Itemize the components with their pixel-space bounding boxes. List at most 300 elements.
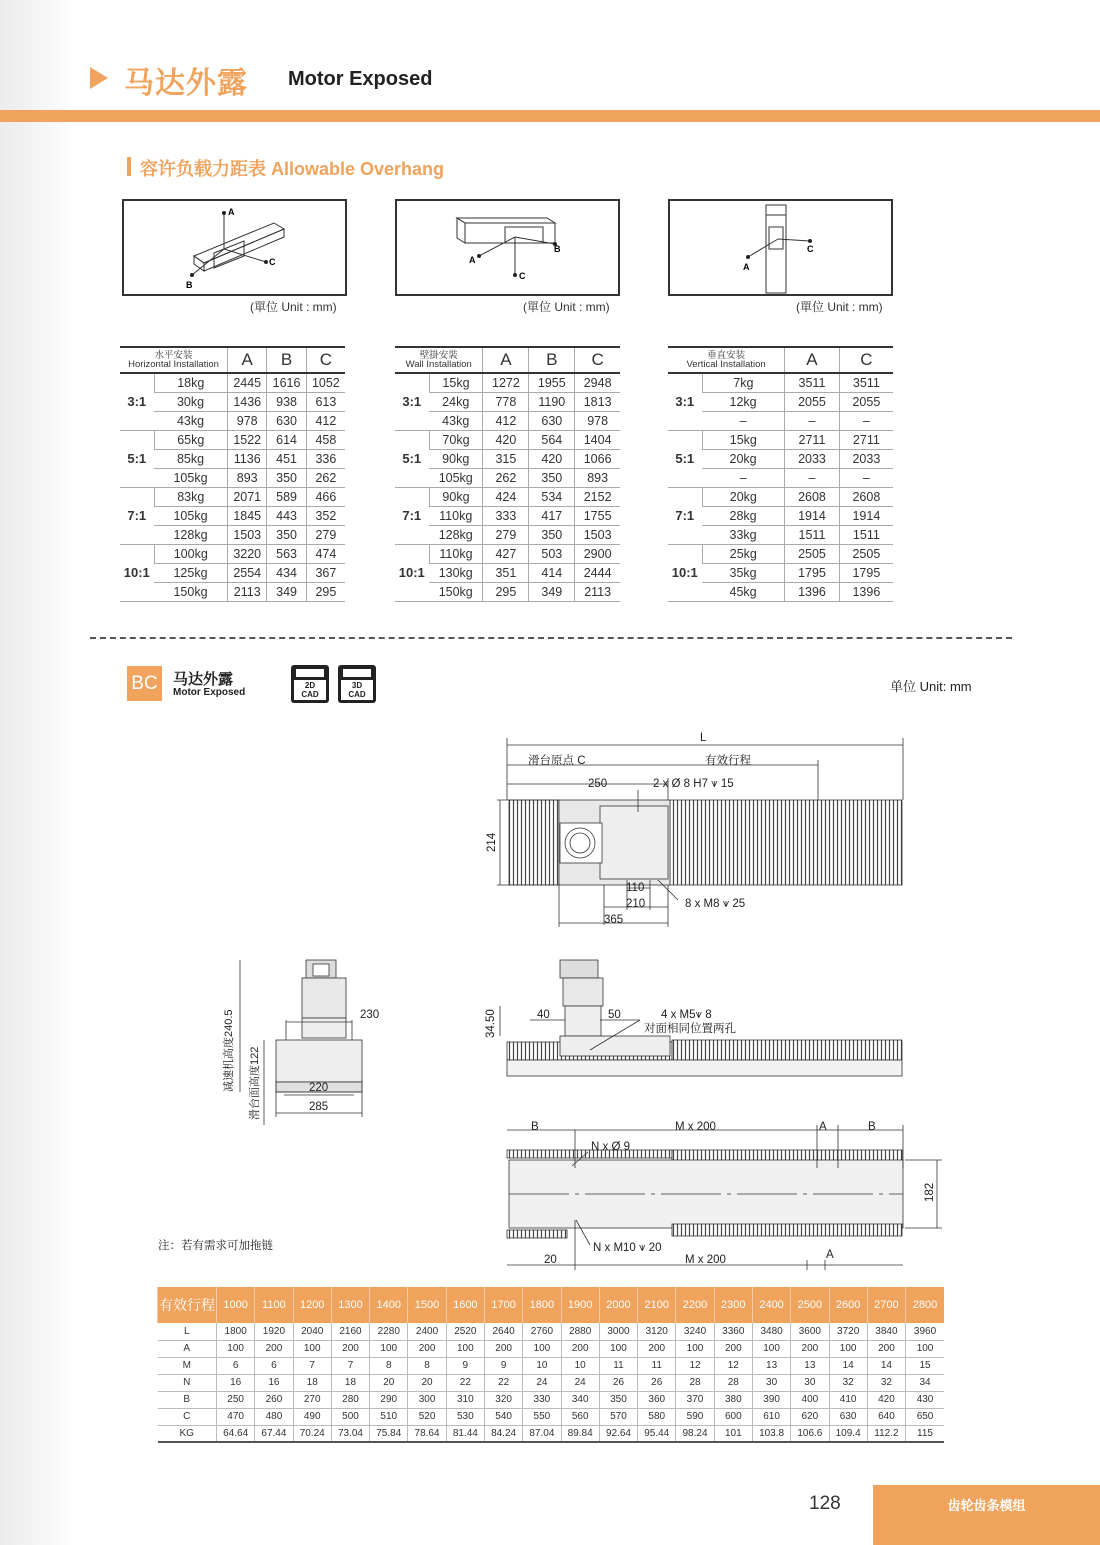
spec-row [158, 1357, 945, 1374]
table-cell: 336 [306, 449, 345, 468]
table-cell: 1616 [267, 373, 306, 392]
spec-cell: 2400 [408, 1323, 446, 1340]
table-cell: 563 [267, 544, 306, 563]
dim-50: 50 [608, 1009, 621, 1021]
spec-stroke-header: 2700 [867, 1287, 905, 1323]
table-cell: 414 [529, 563, 575, 582]
table-cell: 2608 [839, 487, 893, 506]
unit-note-vertical: (單位 Unit : mm) [796, 300, 883, 314]
spec-stroke-header: 2600 [829, 1287, 867, 1323]
table-cell: 1272 [483, 373, 529, 392]
spec-cell: 112.2 [867, 1425, 905, 1442]
table-cell: 2444 [575, 563, 620, 582]
spec-cell: 103.8 [752, 1425, 790, 1442]
table-col-header: C [306, 347, 345, 373]
dim-A-bottom: A [826, 1249, 834, 1261]
table-cell: 893 [575, 468, 620, 487]
dim-110: 110 [626, 882, 645, 894]
spec-cell: 200 [255, 1340, 293, 1357]
dim-L: L [700, 732, 707, 744]
spec-cell: 3720 [829, 1323, 867, 1340]
spec-row-label: KG [158, 1425, 217, 1442]
table-row [120, 544, 345, 563]
table-row [668, 373, 893, 392]
table-cell: – [702, 411, 785, 430]
spec-cell: 300 [408, 1391, 446, 1408]
label-stroke: 有效行程 [705, 755, 751, 767]
spec-cell: 560 [561, 1408, 599, 1425]
spec-cell: 13 [752, 1357, 790, 1374]
table-cell: 443 [267, 506, 306, 525]
table-cell: 130kg [429, 563, 483, 582]
table-cell: 150kg [154, 582, 228, 601]
svg-text:C: C [519, 271, 526, 281]
spec-stroke-header: 1600 [446, 1287, 484, 1323]
spec-cell: 280 [331, 1391, 369, 1408]
spec-cell: 75.84 [370, 1425, 408, 1442]
table-row [668, 449, 893, 468]
table-row [668, 430, 893, 449]
table-cell: 1052 [306, 373, 345, 392]
ratio-cell: 7:1 [395, 487, 429, 544]
ratio-cell: 3:1 [668, 373, 702, 430]
spec-cell: 7 [331, 1357, 369, 1374]
table-row [120, 430, 345, 449]
table-cell: 15kg [429, 373, 483, 392]
table-col-header: B [529, 347, 575, 373]
table-head-label: 水平安装 Horizontal Installation [120, 347, 228, 373]
table-cell: 35kg [702, 563, 785, 582]
spec-cell: 3840 [867, 1323, 905, 1340]
table-cell: 45kg [702, 582, 785, 601]
dim-182: 182 [924, 1182, 936, 1202]
table-cell: 1914 [839, 506, 893, 525]
spec-stroke-header: 2300 [714, 1287, 752, 1323]
spec-cell: 100 [676, 1340, 714, 1357]
spec-cell: 78.64 [408, 1425, 446, 1442]
spec-cell: 34 [906, 1374, 944, 1391]
table-cell: 7kg [702, 373, 785, 392]
table-cell: 352 [306, 506, 345, 525]
spec-cell: 100 [217, 1340, 255, 1357]
table-cell: 1795 [785, 563, 840, 582]
table-cell: 43kg [429, 411, 483, 430]
table-cell: 2033 [839, 449, 893, 468]
spec-cell: 260 [255, 1391, 293, 1408]
spec-cell: 11 [599, 1357, 637, 1374]
table-cell: 451 [267, 449, 306, 468]
spec-cell: 3960 [906, 1323, 944, 1340]
svg-text:C: C [807, 244, 814, 254]
spec-row [158, 1425, 945, 1442]
vertical-install-drawing [670, 201, 891, 294]
spec-cell: 200 [867, 1340, 905, 1357]
spec-cell: 530 [446, 1408, 484, 1425]
spec-cell: 100 [370, 1340, 408, 1357]
table-row [668, 506, 893, 525]
table-cell: 349 [267, 582, 306, 601]
table-row [668, 487, 893, 506]
spec-cell: 500 [331, 1408, 369, 1425]
spec-cell: 20 [408, 1374, 446, 1391]
spec-cell: 7 [293, 1357, 331, 1374]
spec-row [158, 1340, 945, 1357]
table-cell: 1795 [839, 563, 893, 582]
spec-cell: 310 [446, 1391, 484, 1408]
spec-cell: 370 [676, 1391, 714, 1408]
spec-cell: 2640 [484, 1323, 522, 1340]
spec-table [157, 1287, 944, 1443]
spec-cell: 22 [484, 1374, 522, 1391]
spec-cell: 2160 [331, 1323, 369, 1340]
table-cell: 1845 [228, 506, 267, 525]
table-row [395, 544, 620, 563]
floppy-icon [343, 669, 371, 677]
spec-cell: 610 [752, 1408, 790, 1425]
diagram-vertical [668, 199, 893, 296]
header-band [0, 110, 1100, 122]
spec-cell: 2880 [561, 1323, 599, 1340]
svg-text:C: C [269, 257, 276, 267]
table-cell: 466 [306, 487, 345, 506]
label-m5-note: 对面相同位置两孔 [644, 1023, 736, 1035]
spec-cell: 3120 [638, 1323, 676, 1340]
table-row [395, 563, 620, 582]
table-row [668, 411, 893, 430]
table-cell: 1955 [529, 373, 575, 392]
table-cell: 128kg [429, 525, 483, 544]
table-cell: 1136 [228, 449, 267, 468]
table-cell: 24kg [429, 392, 483, 411]
table-cell: 28kg [702, 506, 785, 525]
spec-cell: 200 [638, 1340, 676, 1357]
table-cell: 503 [529, 544, 575, 563]
spec-cell: 100 [829, 1340, 867, 1357]
table-cell: 20kg [702, 449, 785, 468]
cad-3d-button[interactable] [338, 665, 376, 703]
spec-cell: 100 [906, 1340, 944, 1357]
spec-cell: 18 [331, 1374, 369, 1391]
spec-cell: 200 [484, 1340, 522, 1357]
table-cell: – [785, 411, 840, 430]
spec-cell: 32 [867, 1374, 905, 1391]
spec-cell: 101 [714, 1425, 752, 1442]
table-cell: 2113 [228, 582, 267, 601]
table-cell: 351 [483, 563, 529, 582]
table-cell: 65kg [154, 430, 228, 449]
table-cell: 2055 [839, 392, 893, 411]
table-col-header: A [483, 347, 529, 373]
spec-cell: 32 [829, 1374, 867, 1391]
spec-cell: 6 [255, 1357, 293, 1374]
spec-cell: 98.24 [676, 1425, 714, 1442]
page-title-en: Motor Exposed [288, 68, 433, 90]
dim-20: 20 [544, 1254, 557, 1266]
dim-220: 220 [309, 1082, 329, 1094]
spec-cell: 390 [752, 1391, 790, 1408]
table-row [668, 392, 893, 411]
dim-250: 250 [588, 778, 608, 790]
dim-285: 285 [309, 1101, 329, 1113]
table-cell: 262 [306, 468, 345, 487]
spec-cell: 87.04 [523, 1425, 561, 1442]
table-cell: 1404 [575, 430, 620, 449]
table-cell: 978 [228, 411, 267, 430]
horizontal-install-drawing [124, 201, 345, 294]
table-cell: 295 [483, 582, 529, 601]
bc-badge: BC [127, 666, 162, 701]
table-cell: 33kg [702, 525, 785, 544]
drag-chain-note: 注：若有需求可加拖链 [158, 1240, 273, 1252]
table-row [120, 449, 345, 468]
spec-cell: 200 [561, 1340, 599, 1357]
spec-stroke-header: 1900 [561, 1287, 599, 1323]
spec-cell: 420 [867, 1391, 905, 1408]
spec-cell: 3000 [599, 1323, 637, 1340]
spec-cell: 8 [370, 1357, 408, 1374]
table-cell: 1066 [575, 449, 620, 468]
spec-cell: 16 [217, 1374, 255, 1391]
table-col-header: C [575, 347, 620, 373]
table-cell: 938 [267, 392, 306, 411]
table-cell: 420 [529, 449, 575, 468]
spec-stroke-header: 2100 [638, 1287, 676, 1323]
spec-cell: 92.64 [599, 1425, 637, 1442]
spec-cell: 490 [293, 1408, 331, 1425]
ratio-cell: 10:1 [668, 544, 702, 601]
dim-B-left: B [531, 1121, 539, 1133]
spec-row-label: C [158, 1408, 217, 1425]
table-row [668, 582, 893, 601]
table-cell: 3511 [785, 373, 840, 392]
spec-row [158, 1408, 945, 1425]
spec-cell: 3240 [676, 1323, 714, 1340]
spec-row-label: M [158, 1357, 217, 1374]
dim-Mx200-bottom: M x 200 [685, 1254, 726, 1266]
spec-cell: 400 [791, 1391, 829, 1408]
table-cell: 350 [267, 468, 306, 487]
spec-cell: 18 [293, 1374, 331, 1391]
spec-cell: 100 [599, 1340, 637, 1357]
dim-40: 40 [537, 1009, 550, 1021]
spec-stroke-header: 1200 [293, 1287, 331, 1323]
spec-cell: 470 [217, 1408, 255, 1425]
spec-cell: 200 [791, 1340, 829, 1357]
spec-cell: 580 [638, 1408, 676, 1425]
table-cell: – [785, 468, 840, 487]
spec-row-label: N [158, 1374, 217, 1391]
table-row [395, 525, 620, 544]
table-row [395, 411, 620, 430]
svg-text:A: A [228, 207, 235, 217]
spec-cell: 10 [523, 1357, 561, 1374]
table-cell: – [702, 468, 785, 487]
spec-cell: 20 [370, 1374, 408, 1391]
label-table-height: 滑台面高度122 [249, 1046, 261, 1120]
spec-cell: 9 [484, 1357, 522, 1374]
table-cell: 1396 [785, 582, 840, 601]
table-cell: 2900 [575, 544, 620, 563]
table-cell: 1436 [228, 392, 267, 411]
table-col-header: B [267, 347, 306, 373]
wall-install-drawing [397, 201, 618, 294]
table-row [120, 506, 345, 525]
table-cell: 420 [483, 430, 529, 449]
spec-row-label: B [158, 1391, 217, 1408]
page-title-cn: 马达外露 [124, 67, 248, 100]
spec-cell: 620 [791, 1408, 829, 1425]
label-holes: 2 x Ø 8 H7 ⩛ 15 [653, 778, 734, 790]
table-cell: 18kg [154, 373, 228, 392]
table-cell: 85kg [154, 449, 228, 468]
table-cell: 2554 [228, 563, 267, 582]
table-cell: 128kg [154, 525, 228, 544]
svg-text:A: A [469, 255, 476, 265]
table-row [395, 373, 620, 392]
label-m5: 4 x M5⩛ 8 [661, 1009, 712, 1021]
spec-cell: 2520 [446, 1323, 484, 1340]
table-cell: 2608 [785, 487, 840, 506]
spec-cell: 380 [714, 1391, 752, 1408]
spec-cell: 11 [638, 1357, 676, 1374]
bc-title-en: Motor Exposed [173, 687, 246, 698]
dim-3450: 34.50 [485, 1009, 497, 1038]
spec-cell: 10 [561, 1357, 599, 1374]
ratio-cell: 5:1 [395, 430, 429, 487]
title-arrow-icon [90, 67, 108, 89]
table-cell: 349 [529, 582, 575, 601]
table-cell: 412 [483, 411, 529, 430]
ratio-cell: 5:1 [120, 430, 154, 487]
section-separator [90, 637, 1012, 639]
table-cell: 2711 [785, 430, 840, 449]
table-col-header: A [228, 347, 267, 373]
table-cell: 1522 [228, 430, 267, 449]
table-cell: – [839, 411, 893, 430]
spec-cell: 550 [523, 1408, 561, 1425]
spec-stroke-header: 2400 [752, 1287, 790, 1323]
spec-cell: 81.44 [446, 1425, 484, 1442]
table-row [120, 373, 345, 392]
spec-cell: 600 [714, 1408, 752, 1425]
spec-cell: 340 [561, 1391, 599, 1408]
svg-text:B: B [186, 280, 193, 290]
spec-stroke-header: 2000 [599, 1287, 637, 1323]
table-row [395, 392, 620, 411]
table-cell: 125kg [154, 563, 228, 582]
table-cell: 424 [483, 487, 529, 506]
table-cell: 100kg [154, 544, 228, 563]
table-cell: 1755 [575, 506, 620, 525]
table-head-label: 垂直安装 Vertical Installation [668, 347, 785, 373]
spec-cell: 630 [829, 1408, 867, 1425]
spec-stroke-header: 1300 [331, 1287, 369, 1323]
spec-cell: 95.44 [638, 1425, 676, 1442]
table-cell: 3220 [228, 544, 267, 563]
table-cell: 350 [267, 525, 306, 544]
spec-cell: 480 [255, 1408, 293, 1425]
svg-text:A: A [743, 262, 750, 272]
table-cell: 90kg [429, 449, 483, 468]
spec-stroke-header: 2500 [791, 1287, 829, 1323]
spec-cell: 16 [255, 1374, 293, 1391]
spec-cell: 6 [217, 1357, 255, 1374]
table-cell: 2113 [575, 582, 620, 601]
overhang-table-wall [395, 346, 620, 602]
spec-cell: 3360 [714, 1323, 752, 1340]
table-cell: 350 [529, 468, 575, 487]
table-cell: 70kg [429, 430, 483, 449]
unit-note-wall: (單位 Unit : mm) [523, 300, 610, 314]
table-cell: 1813 [575, 392, 620, 411]
spec-cell: 290 [370, 1391, 408, 1408]
table-row [395, 582, 620, 601]
spec-cell: 109.4 [829, 1425, 867, 1442]
spec-cell: 200 [408, 1340, 446, 1357]
table-cell: 333 [483, 506, 529, 525]
label-reducer-height: 减速机高度240.5 [223, 1009, 235, 1092]
spec-stroke-header: 2800 [906, 1287, 944, 1323]
table-cell: 20kg [702, 487, 785, 506]
diagram-horizontal [122, 199, 347, 296]
table-cell: 150kg [429, 582, 483, 601]
table-cell: 474 [306, 544, 345, 563]
ratio-cell: 3:1 [120, 373, 154, 430]
spec-cell: 100 [523, 1340, 561, 1357]
spec-cell: 64.64 [217, 1425, 255, 1442]
table-row [668, 563, 893, 582]
spec-cell: 510 [370, 1408, 408, 1425]
table-cell: 614 [267, 430, 306, 449]
diagram-wall [395, 199, 620, 296]
spec-cell: 320 [484, 1391, 522, 1408]
table-cell: 778 [483, 392, 529, 411]
spec-cell: 1920 [255, 1323, 293, 1340]
spec-row-label: A [158, 1340, 217, 1357]
table-cell: 2033 [785, 449, 840, 468]
spec-cell: 100 [446, 1340, 484, 1357]
table-cell: 613 [306, 392, 345, 411]
table-cell: 630 [267, 411, 306, 430]
table-row [120, 487, 345, 506]
table-row [120, 468, 345, 487]
table-cell: 2948 [575, 373, 620, 392]
table-cell: 367 [306, 563, 345, 582]
spec-cell: 24 [523, 1374, 561, 1391]
table-row [395, 449, 620, 468]
spec-cell: 200 [331, 1340, 369, 1357]
dim-A-top: A [819, 1121, 827, 1133]
cad-2d-button[interactable] [291, 665, 329, 703]
table-cell: 1396 [839, 582, 893, 601]
table-cell: 2445 [228, 373, 267, 392]
spec-cell: 8 [408, 1357, 446, 1374]
spec-cell: 2040 [293, 1323, 331, 1340]
table-row [120, 582, 345, 601]
table-cell: 417 [529, 506, 575, 525]
spec-cell: 2280 [370, 1323, 408, 1340]
floppy-icon [296, 669, 324, 677]
table-row [668, 544, 893, 563]
spec-stroke-header: 1500 [408, 1287, 446, 1323]
dim-230: 230 [360, 1009, 380, 1021]
spec-cell: 14 [867, 1357, 905, 1374]
table-cell: 2152 [575, 487, 620, 506]
table-cell: 630 [529, 411, 575, 430]
label-origin: 滑台原点 C [528, 755, 586, 767]
spec-cell: 3600 [791, 1323, 829, 1340]
table-cell: 105kg [154, 468, 228, 487]
